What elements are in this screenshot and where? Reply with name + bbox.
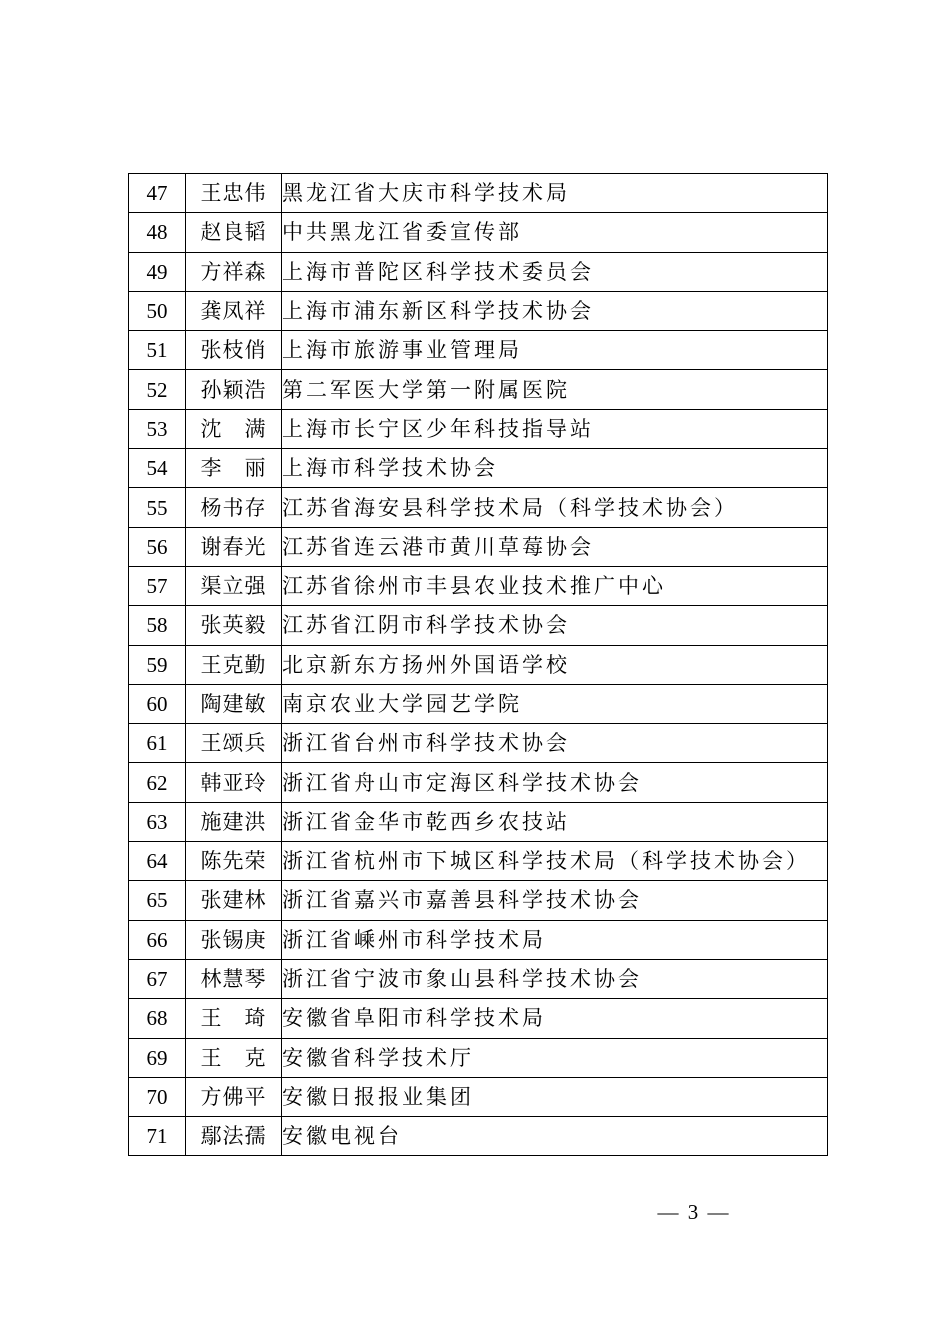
table-row [129,174,828,213]
person-name: 王 克 [186,1038,282,1077]
table-row [129,999,828,1038]
table-row [129,331,828,370]
organization: 上海市普陀区科学技术委员会 [282,252,828,291]
row-number: 60 [129,684,186,723]
organization: 南京农业大学园艺学院 [282,684,828,723]
table-row [129,252,828,291]
organization: 上海市浦东新区科学技术协会 [282,291,828,330]
row-number: 70 [129,1077,186,1116]
organization: 第二军医大学第一附属医院 [282,370,828,409]
row-number: 54 [129,449,186,488]
table-row [129,1117,828,1156]
organization: 浙江省宁波市象山县科学技术协会 [282,959,828,998]
person-name: 龚凤祥 [186,291,282,330]
award-list-table [128,173,828,1156]
person-name: 王颂兵 [186,724,282,763]
row-number: 57 [129,566,186,605]
person-name: 谢春光 [186,527,282,566]
person-name: 方祥森 [186,252,282,291]
organization: 浙江省金华市乾西乡农技站 [282,802,828,841]
table-row [129,959,828,998]
person-name: 孙颖浩 [186,370,282,409]
table-row [129,920,828,959]
organization: 安徽电视台 [282,1117,828,1156]
table-row [129,1077,828,1116]
organization: 上海市旅游事业管理局 [282,331,828,370]
organization: 中共黑龙江省委宣传部 [282,213,828,252]
row-number: 56 [129,527,186,566]
organization: 安徽日报报业集团 [282,1077,828,1116]
organization: 江苏省海安县科学技术局（科学技术协会） [282,488,828,527]
table-row [129,409,828,448]
organization: 浙江省台州市科学技术协会 [282,724,828,763]
row-number: 59 [129,645,186,684]
organization: 江苏省江阴市科学技术协会 [282,606,828,645]
row-number: 71 [129,1117,186,1156]
organization: 黑龙江省大庆市科学技术局 [282,174,828,213]
row-number: 50 [129,291,186,330]
person-name: 赵良韬 [186,213,282,252]
row-number: 48 [129,213,186,252]
person-name: 沈 满 [186,409,282,448]
row-number: 55 [129,488,186,527]
row-number: 68 [129,999,186,1038]
table-row [129,802,828,841]
row-number: 69 [129,1038,186,1077]
organization: 江苏省徐州市丰县农业技术推广中心 [282,566,828,605]
award-list-body [129,174,828,1156]
person-name: 张建林 [186,881,282,920]
organization: 安徽省阜阳市科学技术局 [282,999,828,1038]
person-name: 陶建敏 [186,684,282,723]
organization: 安徽省科学技术厅 [282,1038,828,1077]
table-row [129,213,828,252]
organization: 上海市长宁区少年科技指导站 [282,409,828,448]
table-row [129,370,828,409]
table-row [129,527,828,566]
table-row [129,881,828,920]
row-number: 66 [129,920,186,959]
row-number: 67 [129,959,186,998]
person-name: 陈先荣 [186,842,282,881]
person-name: 张英毅 [186,606,282,645]
organization: 浙江省嵊州市科学技术局 [282,920,828,959]
person-name: 张锡庚 [186,920,282,959]
table-row [129,488,828,527]
person-name: 王 琦 [186,999,282,1038]
person-name: 张枝俏 [186,331,282,370]
table-row [129,449,828,488]
row-number: 53 [129,409,186,448]
person-name: 林慧琴 [186,959,282,998]
organization: 上海市科学技术协会 [282,449,828,488]
organization: 浙江省舟山市定海区科学技术协会 [282,763,828,802]
row-number: 62 [129,763,186,802]
table-row [129,763,828,802]
person-name: 杨书存 [186,488,282,527]
table-row [129,684,828,723]
person-name: 王忠伟 [186,174,282,213]
table-row [129,566,828,605]
page-number: — 3 — [657,1200,731,1224]
person-name: 渠立强 [186,566,282,605]
table-row [129,645,828,684]
organization: 浙江省杭州市下城区科学技术局（科学技术协会） [282,842,828,881]
person-name: 王克勤 [186,645,282,684]
person-name: 鄢法孺 [186,1117,282,1156]
row-number: 49 [129,252,186,291]
table-row [129,842,828,881]
person-name: 韩亚玲 [186,763,282,802]
person-name: 施建洪 [186,802,282,841]
table-row [129,291,828,330]
row-number: 63 [129,802,186,841]
person-name: 方佛平 [186,1077,282,1116]
row-number: 61 [129,724,186,763]
row-number: 58 [129,606,186,645]
person-name: 李 丽 [186,449,282,488]
organization: 北京新东方扬州外国语学校 [282,645,828,684]
table-row [129,1038,828,1077]
table-row [129,606,828,645]
row-number: 64 [129,842,186,881]
row-number: 52 [129,370,186,409]
row-number: 47 [129,174,186,213]
row-number: 51 [129,331,186,370]
organization: 江苏省连云港市黄川草莓协会 [282,527,828,566]
organization: 浙江省嘉兴市嘉善县科学技术协会 [282,881,828,920]
table-row [129,724,828,763]
row-number: 65 [129,881,186,920]
